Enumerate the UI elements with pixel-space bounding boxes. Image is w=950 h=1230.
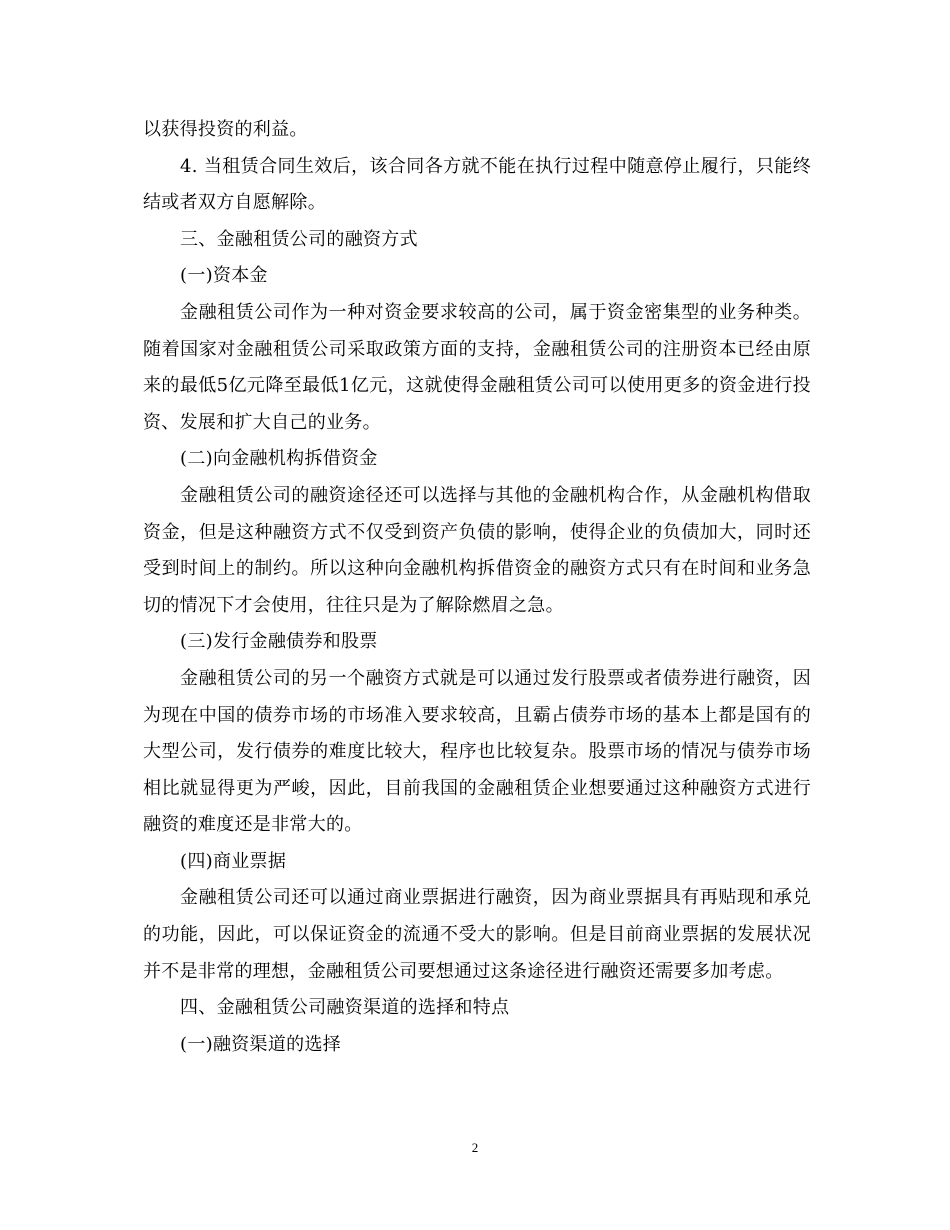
subheading-bonds-stocks: (三)发行金融债券和股票 bbox=[180, 631, 378, 653]
section-heading-4: 四、金融租赁公司融资渠道的选择和特点 bbox=[180, 997, 510, 1019]
page-number: 2 bbox=[471, 1140, 479, 1155]
paragraph-item-4: 4. 当租赁合同生效后，该合同各方就不能在执行过程中随意停止履行，只能终结或者双方自愿解除。 bbox=[143, 155, 811, 214]
subheading-channel-selection: (一)融资渠道的选择 bbox=[180, 1033, 342, 1055]
paragraph-commercial-paper: 金融租赁公司还可以通过商业票据进行融资，因为商业票据具有再贴现和承兑的功能，因此，可以保证资金的流通不受大的影响。但是目前商业票据的发展状况并不是非常的理想，金融租赁公司要想通过这条途径进行融资还需要多加考虑。 bbox=[143, 887, 811, 982]
paragraph-capital: 金融租赁公司作为一种对资金要求较高的公司，属于资金密集型的业务种类。随着国家对金融租赁公司采取政策方面的支持，金融租赁公司的注册资本已经由原来的最低5亿元降至最低1亿元，这就使得金融租赁公司可以使用更多的资金进行投资、发展和扩大自己的业务。 bbox=[143, 301, 811, 433]
subheading-commercial-paper: (四)商业票据 bbox=[180, 850, 287, 872]
document-body bbox=[143, 112, 811, 1063]
section-heading-3: 三、金融租赁公司的融资方式 bbox=[180, 228, 418, 250]
paragraph-interbank-borrowing: 金融租赁公司的融资途径还可以选择与其他的金融机构合作，从金融机构借取资金，但是这种融资方式不仅受到资产负债的影响，使得企业的负债加大，同时还受到时间上的制约。所以这种向金融机构拆借资金的融资方式只有在时间和业务急切的情况下才会使用，往往只是为了解除燃眉之急。 bbox=[143, 484, 811, 616]
paragraph-bonds-stocks: 金融租赁公司的另一个融资方式就是可以通过发行股票或者债券进行融资，因为现在中国的债券市场的市场准入要求较高，且霸占债券市场的基本上都是国有的大型公司，发行债券的难度比较大，程序也比较复杂。股票市场的情况与债券市场相比就显得更为严峻，因此，目前我国的金融租赁企业想要通过这种融资方式进行融资的难度还是非常大的。 bbox=[143, 667, 811, 836]
paragraph-continuation: 以获得投资的利益。 bbox=[143, 119, 308, 140]
subheading-interbank-borrowing: (二)向金融机构拆借资金 bbox=[180, 448, 378, 470]
subheading-capital: (一)资本金 bbox=[180, 265, 268, 287]
